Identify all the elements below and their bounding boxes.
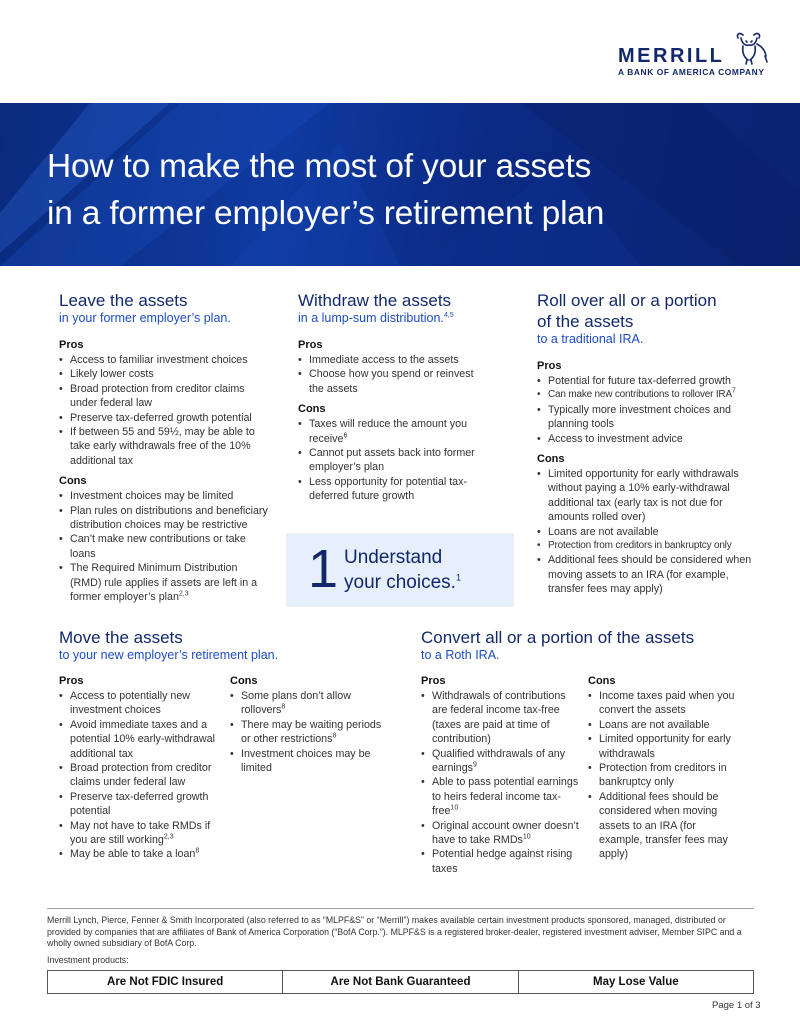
list-item-text: May be able to take a loan (70, 848, 196, 861)
list-item: • Protection from creditors in bankruptcy only (588, 761, 738, 790)
list-item-text: Taxes will reduce the amount you receive (309, 418, 468, 445)
withdraw-cons-list (298, 417, 490, 503)
list-item: • Broad protection from creditor claims under federal law (59, 761, 221, 790)
list-item-text: There may be waiting periods or other restrictions (241, 718, 382, 746)
list-item (421, 819, 583, 848)
withdraw-title: Withdraw the assets (298, 291, 452, 310)
list-item (230, 718, 392, 747)
footnote-ref: 7 (731, 388, 736, 396)
footnote-ref: 2,3 (163, 833, 174, 841)
leave-pros-heading: Pros (59, 339, 84, 351)
understand-choices-callout (286, 533, 514, 607)
leave-details (59, 338, 269, 605)
list-item: • If between 55 and 59½, may be able to take early withdrawals free of the 10% additional tax (59, 425, 269, 468)
list-item: • Access to investment advice (537, 432, 762, 446)
rollover-title (537, 290, 717, 332)
callout-text (344, 545, 461, 595)
list-item (59, 561, 269, 604)
list-item: • Potential hedge against rising taxes (421, 847, 583, 876)
leave-title: Leave the assets (59, 291, 188, 310)
withdraw-pros-heading: Pros (298, 339, 323, 351)
leave-subtitle: in your former employer’s plan. (59, 311, 231, 325)
list-item: • Less opportunity for potential tax-deferred future growth (298, 475, 490, 504)
may-lose-value: May Lose Value (518, 971, 753, 993)
convert-title: Convert all or a portion of the assets (421, 628, 695, 647)
brand-tagline: A BANK OF AMERICA COMPANY (618, 67, 765, 77)
withdraw-cons-heading: Cons (298, 403, 326, 416)
leave-cons-heading: Cons (59, 475, 87, 488)
move-pros-list (59, 689, 221, 862)
list-item: • Loans are not available (537, 525, 762, 539)
move-title: Move the assets (59, 628, 183, 647)
rollover-title-line-1: Roll over all or a portion (537, 291, 717, 310)
rollover-subtitle: to a traditional IRA. (537, 332, 644, 346)
list-item: • Can’t make new contributions or take loans (59, 532, 269, 561)
convert-cons (588, 674, 738, 862)
list-item (421, 747, 583, 776)
list-item: • Preserve tax-deferred growth potential (59, 411, 269, 425)
list-item: • Investment choices may be limited (230, 747, 392, 776)
list-item: • Access to potentially new investment choices (59, 689, 221, 718)
callout-line-2-text: your choices. (344, 572, 456, 593)
list-item-text: Original account owner doesn’t have to take RMDs (432, 819, 579, 847)
list-item: • Withdrawals of contributions are federal income tax-free (taxes are paid at time of contribution) (421, 689, 583, 747)
convert-cons-heading: Cons (588, 675, 616, 687)
list-item: • Potential for future tax-deferred growth (537, 374, 762, 388)
convert-subtitle: to a Roth IRA. (421, 648, 500, 662)
merrill-logo (618, 30, 770, 78)
withdraw-subtitle (298, 310, 454, 327)
list-item: • Income taxes paid when you convert the assets (588, 689, 738, 718)
footnote-ref: 10 (450, 804, 459, 812)
move-subtitle: to your new employer’s retirement plan. (59, 648, 279, 662)
page-title-line-2: in a former employer’s retirement plan (47, 195, 605, 232)
list-item-text: The Required Minimum Distribution (RMD) rule applies if assets are left in a former employer’s plan (70, 562, 258, 604)
rollover-title-line-2: of the assets (537, 312, 634, 331)
rollover-cons-heading: Cons (537, 453, 565, 466)
title-banner (0, 103, 800, 266)
convert-pros-heading: Pros (421, 675, 446, 687)
list-item (59, 819, 221, 848)
not-fdic-insured: Are Not FDIC Insured (107, 976, 224, 988)
footnote-ref: 9 (473, 761, 477, 769)
rollover-pros-heading: Pros (537, 360, 562, 372)
brand-name: MERRILL (618, 45, 725, 67)
list-item: • Choose how you spend or reinvest the assets (298, 367, 490, 396)
list-item: • Additional fees should be considered when moving assets to an IRA (for example, transfer fees may apply) (537, 553, 762, 596)
list-item-text: Can make new contributions to rollover IRA (548, 389, 732, 401)
list-item-text: Some plans don’t allow rollovers (241, 690, 351, 717)
not-bank-guaranteed: Are Not Bank Guaranteed (282, 971, 517, 993)
leave-pros-list (59, 353, 269, 468)
convert-pros (421, 674, 583, 876)
footnote-ref: 8 (195, 847, 200, 855)
footnote-ref: 4,5 (443, 311, 454, 319)
withdraw-subtitle-text: in a lump-sum distribution. (298, 311, 444, 325)
bull-logo-icon (732, 30, 770, 66)
list-item-text: Able to pass potential earnings to heirs federal income tax-free (432, 776, 579, 818)
list-item: • Limited opportunity for early withdrawals (588, 732, 738, 761)
list-item: • Limited opportunity for early withdrawals without paying a 10% early-withdrawal additional tax (early tax is not due for amounts rolled over) (537, 467, 762, 525)
list-item: • Broad protection from creditor claims under federal law (59, 382, 269, 411)
list-item: • Protection from creditors in bankruptcy only (537, 539, 762, 553)
list-item: • Preserve tax-deferred growth potential (59, 790, 221, 819)
list-item-text: Qualified withdrawals of any earnings (432, 747, 566, 775)
withdraw-pros-list (298, 353, 490, 396)
rollover-pros-list (537, 374, 762, 446)
callout-line-2 (344, 570, 461, 595)
list-item: • Likely lower costs (59, 367, 269, 381)
list-item-text: May not have to take RMDs if you are still working (70, 819, 211, 847)
convert-pros-list (421, 689, 583, 876)
list-item: • Plan rules on distributions and beneficiary distribution choices may be restrictive (59, 504, 269, 533)
legal-disclosure: Merrill Lynch, Pierce, Fenner & Smith Incorporated (also referred to as “MLPF&S” or “Merrill”) makes available certain investment products sponsored, managed, distributed or provided by companies that are affiliates of Bank of America Corporation (“BofA Corp.”). MLPF&S is a registered broker-dealer, registered investment adviser, Member SIPC and a wholly owned subsidiary of BofA Corp. (47, 915, 742, 949)
page-number: Page 1 of 3 (712, 1000, 761, 1011)
list-item: • Investment choices may be limited (59, 489, 269, 503)
list-item: • Typically more investment choices and planning tools (537, 403, 762, 432)
move-pros-heading: Pros (59, 675, 84, 687)
move-cons (230, 674, 392, 775)
list-item (421, 775, 583, 818)
list-item (59, 847, 221, 861)
list-item (230, 689, 392, 718)
page-title-line-1: How to make the most of your assets (47, 148, 592, 185)
withdraw-details (298, 338, 490, 504)
footnote-ref: 2,3 (178, 590, 189, 598)
page-title (47, 143, 604, 237)
list-item: • Additional fees should be considered when moving assets to an IRA (for example, transfer fees may apply) (588, 790, 738, 862)
investment-products-label: Investment products: (47, 955, 129, 965)
list-item: • Cannot put assets back into former employer’s plan (298, 446, 490, 475)
rollover-details (537, 359, 762, 597)
list-item: • Loans are not available (588, 718, 738, 732)
footnote-ref: 6 (343, 432, 348, 440)
footnote-ref: 10 (522, 833, 531, 841)
rollover-cons-list (537, 467, 762, 597)
callout-line-1: Understand (344, 547, 443, 568)
move-cons-heading: Cons (230, 675, 258, 687)
callout-number: 1 (308, 539, 339, 599)
convert-cons-list (588, 689, 738, 862)
list-item: • Immediate access to the assets (298, 353, 490, 367)
footnote-ref: 1 (455, 572, 461, 583)
leave-cons-list (59, 489, 269, 604)
move-cons-list (230, 689, 392, 775)
list-item: • Access to familiar investment choices (59, 353, 269, 367)
move-pros (59, 674, 221, 862)
list-item: • Avoid immediate taxes and a potential 10% early-withdrawal additional tax (59, 718, 221, 761)
footnote-ref: 8 (332, 732, 337, 740)
footnote-ref: 8 (281, 703, 286, 711)
list-item (298, 417, 490, 446)
list-item (537, 388, 762, 402)
investment-disclaimer-box (47, 970, 754, 994)
footer-divider (47, 908, 754, 909)
